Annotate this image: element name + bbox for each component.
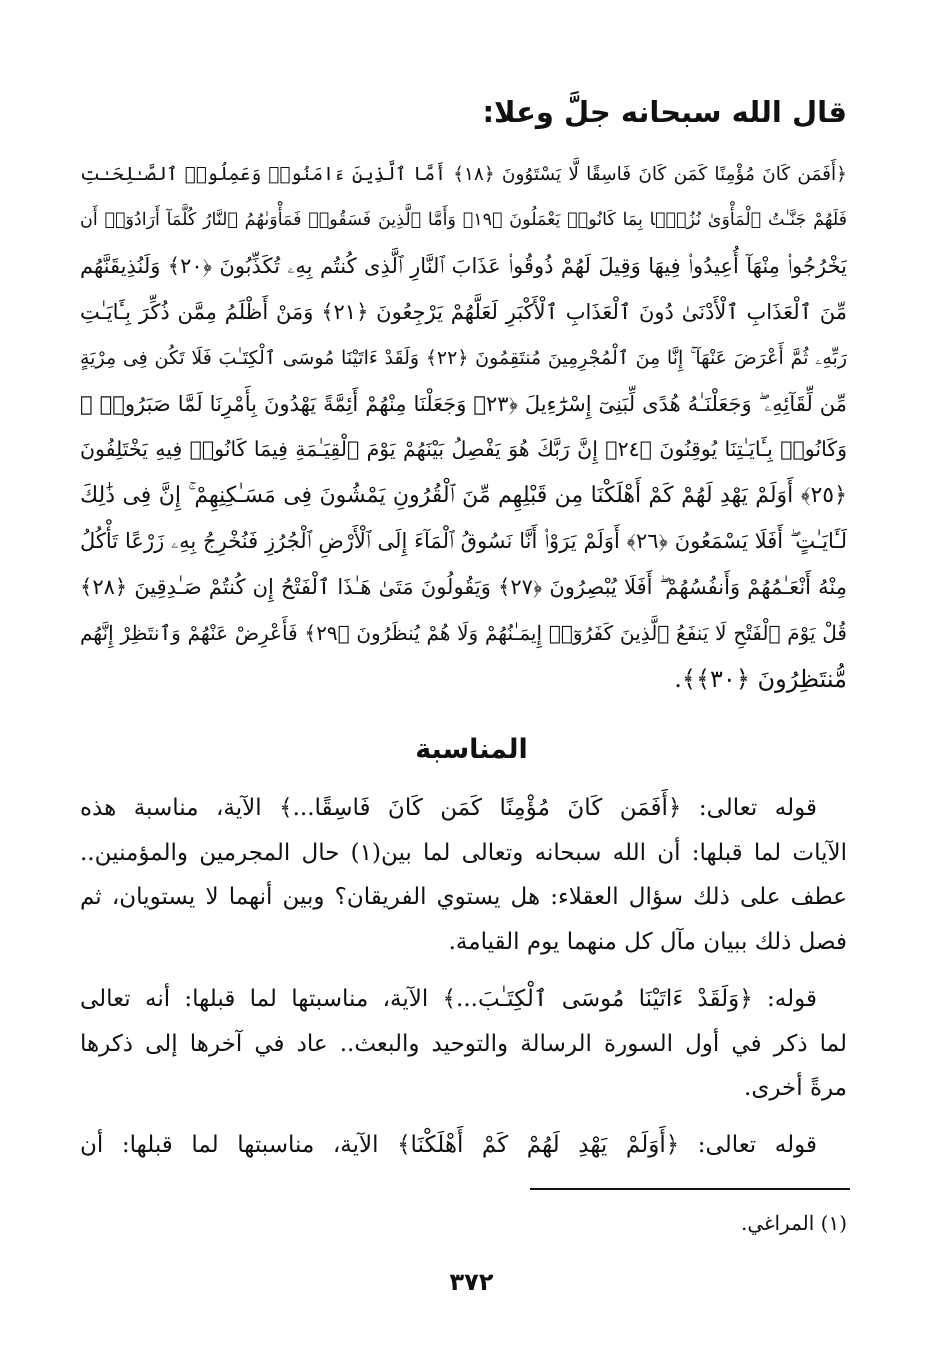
quran-verses-block [80, 152, 847, 703]
verse-line: يَخْرُجُوا۟ مِنْهَآ أُعِيدُوا۟ فِيهَا وَقِيلَ لَهُمْ ذُوقُوا۟ عَذَابَ ٱلنَّارِ ٱلَّذِى كُنتُم بِهِۦ تُكَذِّبُونَ ﴿٢٠﴾ وَلَنُذِيقَنَّهُم [80, 253, 847, 278]
verse-line: قُلْ يَوْمَ ٱلْفَتْحِ لَا يَنفَعُ ٱلَّذِينَ كَفَرُوٓا۟ إِيمَـٰنُهُمْ وَلَا هُمْ يُنظَرُونَ ﴿٢٩﴾ فَأَعْرِضْ عَنْهُمْ وَٱنتَظِرْ إِنَّهُم [80, 621, 847, 646]
paragraph-line: الآيات لما قبلها: أن الله سبحانه وتعالى لما بين(١) حال المجرمين والمؤمنين.. [80, 839, 847, 866]
paragraph-line: لما ذكر في أول السورة الرسالة والتوحيد والبعث.. عاد في آخرها إلى ذكرها [80, 1030, 847, 1057]
verse-line: لَـَٔايَـٰتٍ ۖ أَفَلَا يَسْمَعُونَ ﴿٢٦﴾ أَوَلَمْ يَرَوْا۟ أَنَّا نَسُوقُ ٱلْمَآءَ إِلَى ٱلْأَرْضِ ٱلْجُرُزِ فَنُخْرِجُ بِهِۦ زَرْعًا تَأْكُلُ [80, 529, 847, 554]
paragraph [80, 977, 847, 1111]
section-heading: قال الله سبحانه جلَّ وعلا: [482, 95, 847, 129]
paragraph-line: قوله تعالى: ﴿أَوَلَمْ يَهْدِ لَهُمْ كَمْ أَهْلَكْنَا﴾ الآية، مناسبتها لما قبلها: أن [80, 1131, 817, 1158]
paragraph-line: مرةً أخرى. [744, 1075, 847, 1102]
footnote: (١) المراغي. [740, 1211, 847, 1235]
paragraph-line: عطف على ذلك سؤال العقلاء: هل يستوي الفريقان؟ وبين أنهما لا يستويان، ثم [80, 884, 847, 911]
verse-line: ﴿٢٥﴾ أَوَلَمْ يَهْدِ لَهُمْ كَمْ أَهْلَكْنَا مِن قَبْلِهِم مِّنَ ٱلْقُرُونِ يَمْشُونَ فِى مَسَـٰكِنِهِمْ ۚ إِنَّ فِى ذَٰلِكَ [80, 483, 847, 509]
commentary-body [80, 786, 847, 1180]
verse-line: ﴿أَفَمَن كَانَ مُؤْمِنًا كَمَن كَانَ فَاسِقًا لَّا يَسْتَوُونَ ﴿١٨﴾ أَمَّا ٱلَّذِينَ ءَامَنُوا۟ وَعَمِلُوا۟ ٱلصَّـٰلِحَـٰتِ [80, 164, 847, 185]
paragraph [80, 1123, 847, 1168]
paragraph [80, 786, 847, 965]
verse-line: فَلَهُمْ جَنَّـٰتُ ٱلْمَأْوَىٰ نُزُلًۢا بِمَا كَانُوا۟ يَعْمَلُونَ ﴿١٩﴾ وَأَمَّا ٱلَّذِينَ فَسَقُوا۟ فَمَأْوَىٰهُمُ ٱلنَّارُ كُلَّمَآ أَرَادُوٓا۟ أَن [80, 209, 847, 230]
footnote-separator [530, 1188, 850, 1190]
verse-line: مُّنتَظِرُونَ ﴿٣٠﴾﴾. [674, 664, 847, 693]
verse-line: مِنْهُ أَنْعَـٰمُهُمْ وَأَنفُسُهُمْ ۖ أَفَلَا يُبْصِرُونَ ﴿٢٧﴾ وَيَقُولُونَ مَتَىٰ هَـٰذَا ٱلْفَتْحُ إِن كُنتُمْ صَـٰدِقِينَ ﴿٢٨﴾ [80, 575, 847, 600]
verse-line: وَكَانُوا۟ بِـَٔايَـٰتِنَا يُوقِنُونَ ﴿٢٤﴾ إِنَّ رَبَّكَ هُوَ يَفْصِلُ بَيْنَهُمْ يَوْمَ ٱلْقِيَـٰمَةِ فِيمَا كَانُوا۟ فِيهِ يَخْتَلِفُونَ [80, 437, 847, 462]
paragraph-line: فصل ذلك ببيان مآل كل منهما يوم القيامة. [448, 929, 847, 956]
verse-line: رَبِّهِۦ ثُمَّ أَعْرَضَ عَنْهَآ ۚ إِنَّا مِنَ ٱلْمُجْرِمِينَ مُنتَقِمُونَ ﴿٢٢﴾ وَلَقَدْ ءَاتَيْنَا مُوسَى ٱلْكِتَـٰبَ فَلَا تَكُن فِى مِرْيَةٍ [80, 346, 847, 369]
verse-line: مِّنَ ٱلْعَذَابِ ٱلْأَدْنَىٰ دُونَ ٱلْعَذَابِ ٱلْأَكْبَرِ لَعَلَّهُمْ يَرْجِعُونَ ﴿٢١﴾ وَمَنْ أَظْلَمُ مِمَّن ذُكِّرَ بِـَٔايَـٰتِ [80, 299, 847, 324]
paragraph-line: قوله تعالى: ﴿أَفَمَن كَانَ مُؤْمِنًا كَمَن كَانَ فَاسِقًا...﴾ الآية، مناسبة هذه [80, 795, 817, 821]
paragraph-line: قوله: ﴿وَلَقَدْ ءَاتَيْنَا مُوسَى ٱلْكِتَـٰبَ...﴾ الآية، مناسبتها لما قبلها: أنه تعالى [80, 985, 817, 1012]
verse-line: مِّن لِّقَآئِهِۦ ۖ وَجَعَلْنَـٰهُ هُدًى لِّبَنِىٓ إِسْرَٰٓءِيلَ ﴿٢٣﴾ وَجَعَلْنَا مِنْهُمْ أَئِمَّةً يَهْدُونَ بِأَمْرِنَا لَمَّا صَبَرُوا۟ ۖ [80, 391, 847, 416]
page-number: ٣٧٢ [449, 1268, 494, 1296]
subsection-title: المناسبة [415, 734, 528, 765]
